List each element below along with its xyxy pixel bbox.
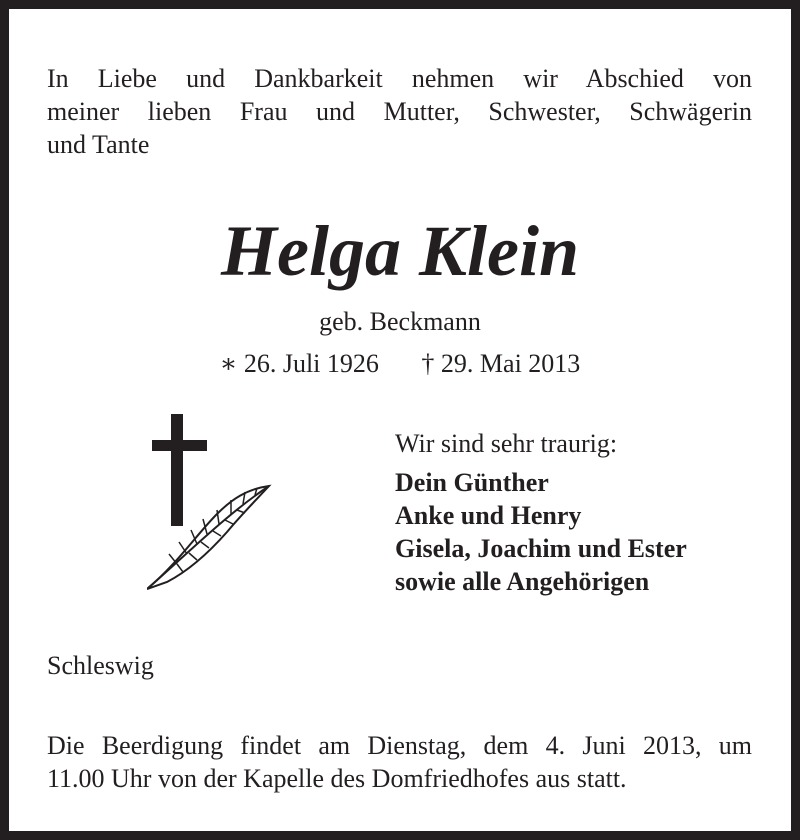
birth-date: ∗ 26. Juli 1926: [219, 349, 379, 378]
death-date: † 29. Mai 2013: [421, 349, 581, 378]
funeral-info: [47, 729, 752, 795]
cross-palm-icon: [147, 414, 272, 599]
intro-text: [47, 62, 752, 161]
mourners-block: [395, 427, 687, 598]
mourner-name: sowie alle Angehörigen: [395, 567, 650, 596]
place: Schleswig: [47, 651, 154, 680]
maiden-name: geb. Beckmann: [319, 307, 481, 336]
mourner-name: Gisela, Joachim und Ester: [395, 534, 687, 563]
funeral-line: Die Beerdigung findet am Dienstag, dem 4. Juni 2013, um: [47, 731, 752, 760]
mourner-name: Dein Günther: [395, 468, 549, 497]
life-dates: [9, 347, 791, 380]
funeral-line: 11.00 Uhr von der Kapelle des Domfriedhofes aus statt.: [47, 764, 627, 793]
intro-line: In Liebe und Dankbarkeit nehmen wir Abschied von: [47, 64, 752, 93]
obituary-notice: [9, 9, 791, 831]
intro-line: und Tante: [47, 130, 150, 159]
mourners-heading: Wir sind sehr traurig:: [395, 429, 618, 458]
mourner-name: Anke und Henry: [395, 501, 582, 530]
deceased-name: Helga Klein: [221, 211, 579, 291]
intro-line: meiner lieben Frau und Mutter, Schwester, Schwägerin: [47, 97, 752, 126]
